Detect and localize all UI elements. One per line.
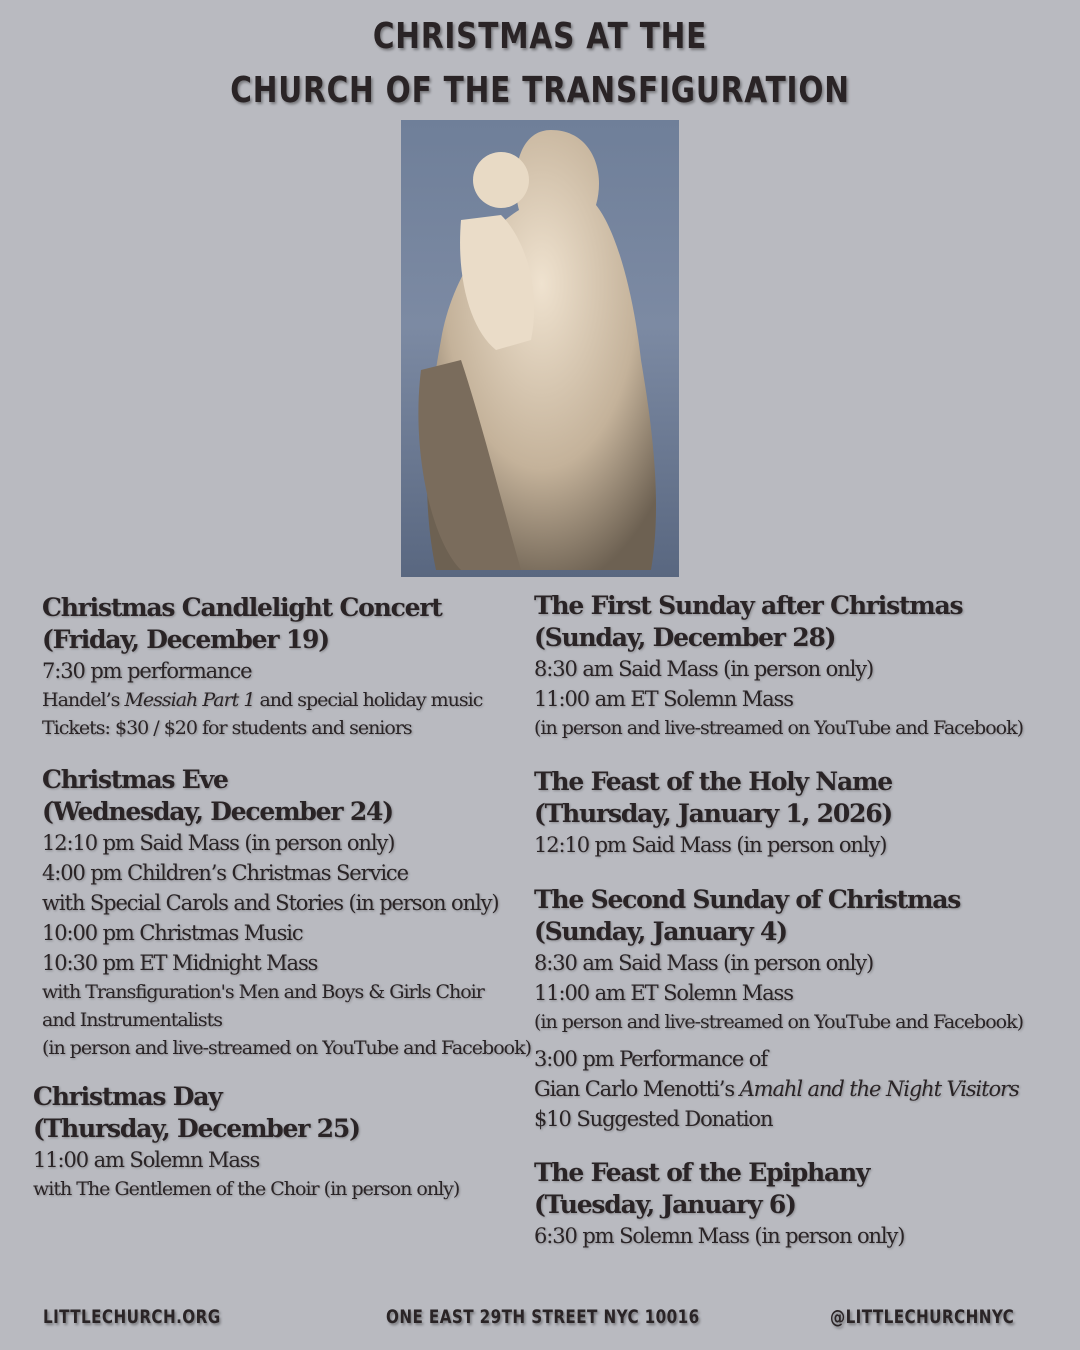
work-title: Amahl and the Night Visitors (739, 1077, 1019, 1101)
section-epiphany (534, 1157, 904, 1251)
section-title: Christmas Eve (42, 765, 228, 794)
schedule-line: 10:00 pm Christmas Music (42, 921, 303, 945)
section-candlelight-concert (42, 592, 482, 742)
text: and special holiday music (254, 689, 483, 711)
schedule-line: (in person and live-streamed on YouTube and Facebook) (42, 1037, 532, 1059)
madonna-statue-image (401, 120, 679, 577)
section-title: Christmas Candlelight Concert (42, 593, 442, 622)
footer-website-link[interactable]: LITTLECHURCH.ORG (43, 1306, 221, 1328)
statue-icon (401, 120, 679, 577)
schedule-line: 12:10 pm Said Mass (in person only) (42, 831, 395, 855)
schedule-line: $10 Suggested Donation (534, 1107, 773, 1131)
section-second-sunday (534, 884, 1023, 1134)
footer-social-handle[interactable]: @LITTLECHURCHNYC (830, 1306, 1015, 1328)
schedule-line: (in person and live-streamed on YouTube and Facebook) (534, 1011, 1024, 1033)
section-title: The Feast of the Holy Name (534, 767, 892, 796)
text: Gian Carlo Menotti’s (534, 1077, 740, 1101)
work-title: Messiah Part 1 (124, 689, 255, 711)
schedule-line: 6:30 pm Solemn Mass (in person only) (534, 1224, 905, 1248)
section-date: (Sunday, January 4) (534, 917, 787, 946)
section-christmas-eve (42, 764, 531, 1062)
section-title: The Second Sunday of Christmas (534, 885, 961, 914)
section-title: Christmas Day (33, 1082, 222, 1111)
schedule-line: with Transfiguration's Men and Boys & Girls Choir (42, 981, 484, 1003)
schedule-line: 8:30 am Said Mass (in person only) (534, 657, 874, 681)
title-line-2: CHURCH OF THE TRANSFIGURATION (230, 70, 850, 111)
text: Handel’s (42, 689, 125, 711)
schedule-line: Tickets: $30 / $20 for students and seniors (42, 717, 412, 739)
section-date: (Thursday, December 25) (33, 1114, 360, 1143)
schedule-line: 11:00 am ET Solemn Mass (534, 981, 793, 1005)
section-first-sunday (534, 590, 1023, 742)
schedule-line: with The Gentlemen of the Choir (in person only) (33, 1178, 460, 1200)
schedule-line: 7:30 pm performance (42, 659, 252, 683)
schedule-line: 3:00 pm Performance of (534, 1047, 768, 1071)
schedule-line: (in person and live-streamed on YouTube and Facebook) (534, 717, 1024, 739)
section-christmas-day (33, 1081, 459, 1203)
schedule-line: and Instrumentalists (42, 1009, 222, 1031)
schedule-line (42, 686, 482, 714)
schedule-line: 8:30 am Said Mass (in person only) (534, 951, 874, 975)
footer-address: ONE EAST 29TH STREET NYC 10016 (386, 1306, 700, 1328)
section-holy-name (534, 766, 892, 860)
section-date: (Friday, December 19) (42, 625, 329, 654)
section-date: (Thursday, January 1, 2026) (534, 799, 893, 828)
section-date: (Sunday, December 28) (534, 623, 836, 652)
schedule-line: with Special Carols and Stories (in person only) (42, 891, 499, 915)
title-line-1: CHRISTMAS AT THE (372, 16, 708, 57)
section-date: (Tuesday, January 6) (534, 1190, 796, 1219)
schedule-line: 4:00 pm Children’s Christmas Service (42, 861, 408, 885)
section-date: (Wednesday, December 24) (42, 797, 393, 826)
section-title: The First Sunday after Christmas (534, 591, 963, 620)
schedule-line: 11:00 am Solemn Mass (33, 1148, 260, 1172)
section-title: The Feast of the Epiphany (534, 1158, 870, 1187)
schedule-line: 12:10 pm Said Mass (in person only) (534, 833, 887, 857)
schedule-line: 10:30 pm ET Midnight Mass (42, 951, 318, 975)
schedule-line (534, 1074, 1023, 1104)
schedule-line: 11:00 am ET Solemn Mass (534, 687, 793, 711)
